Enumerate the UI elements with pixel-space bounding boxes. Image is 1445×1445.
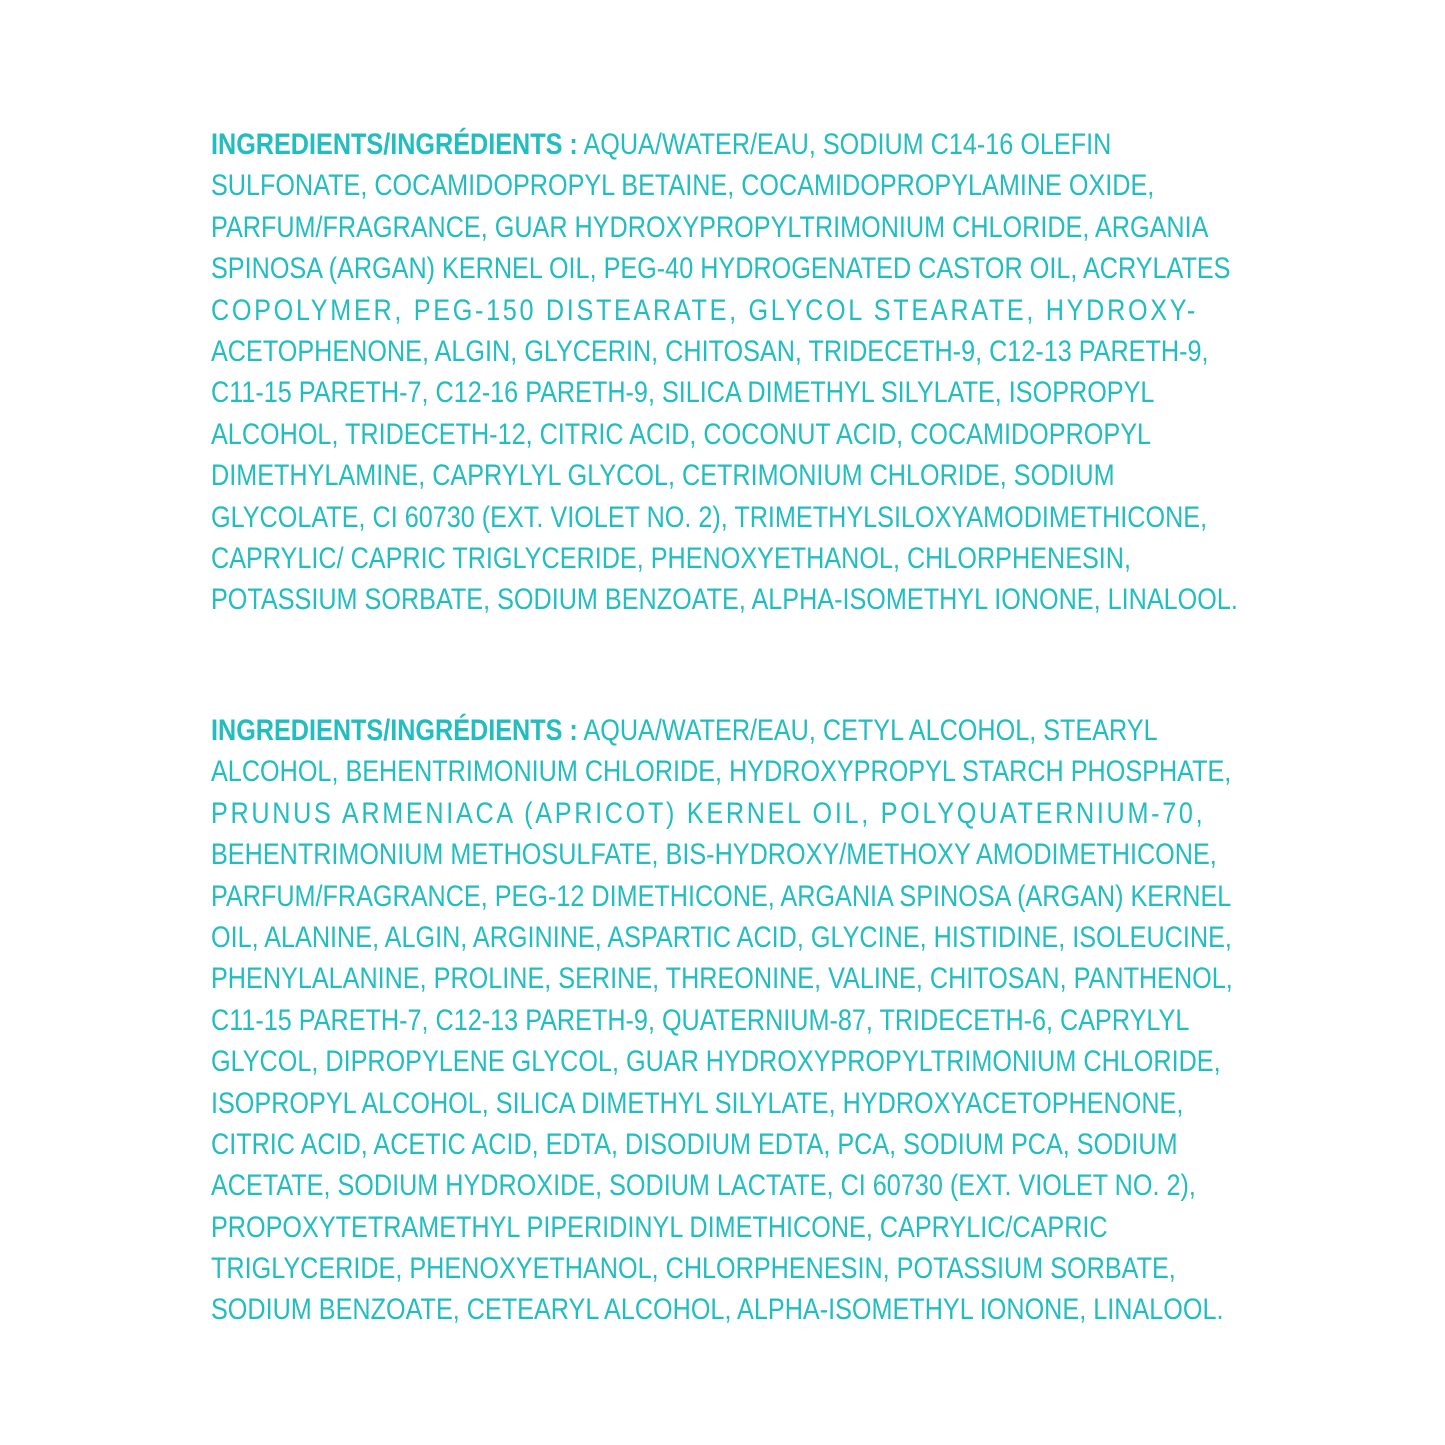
ingredient-line: OIL, ALANINE, ALGIN, ARGININE, ASPARTIC ACID, GLYCINE, HISTIDINE, ISOLEUCINE,: [211, 920, 1232, 954]
ingredient-line: BEHENTRIMONIUM METHOSULFATE, BIS-HYDROXY/METHOXY AMODIMETHICONE,: [211, 838, 1217, 872]
ingredient-line: CAPRYLIC/ CAPRIC TRIGLYCERIDE, PHENOXYETHANOL, CHLORPHENESIN,: [211, 541, 1132, 575]
ingredient-line: TRIGLYCERIDE, PHENOXYETHANOL, CHLORPHENESIN, POTASSIUM SORBATE,: [211, 1252, 1176, 1286]
ingredient-line: SODIUM BENZOATE, CETEARYL ALCOHOL, ALPHA-ISOMETHYL IONONE, LINALOOL.: [211, 1293, 1224, 1327]
ingredient-line: ISOPROPYL ALCOHOL, SILICA DIMETHYL SILYLATE, HYDROXYACETOPHENONE,: [211, 1086, 1184, 1120]
ingredient-line: PARFUM/FRAGRANCE, GUAR HYDROXYPROPYLTRIMONIUM CHLORIDE, ARGANIA: [211, 210, 1209, 244]
ingredient-line: C11-15 PARETH-7, C12-13 PARETH-9, QUATERNIUM-87, TRIDECETH-6, CAPRYLYL: [211, 1003, 1190, 1037]
ingredient-line: CITRIC ACID, ACETIC ACID, EDTA, DISODIUM EDTA, PCA, SODIUM PCA, SODIUM: [211, 1127, 1178, 1161]
ingredient-line: ACETATE, SODIUM HYDROXIDE, SODIUM LACTATE, CI 60730 (EXT. VIOLET NO. 2),: [211, 1169, 1196, 1203]
ingredient-line: ACETOPHENONE, ALGIN, GLYCERIN, CHITOSAN, TRIDECETH-9, C12-13 PARETH-9,: [211, 334, 1209, 368]
ingredient-line: [211, 124, 1112, 165]
ingredient-line: [211, 710, 1158, 751]
ingredient-line: PHENYLALANINE, PROLINE, SERINE, THREONINE, VALINE, CHITOSAN, PANTHENOL,: [211, 962, 1233, 996]
ingredient-line: ALCOHOL, TRIDECETH-12, CITRIC ACID, COCONUT ACID, COCAMIDOPROPYL: [211, 417, 1152, 451]
ingredient-line: GLYCOL, DIPROPYLENE GLYCOL, GUAR HYDROXYPROPYLTRIMONIUM CHLORIDE,: [211, 1045, 1221, 1079]
ingredient-line: PARFUM/FRAGRANCE, PEG-12 DIMETHICONE, ARGANIA SPINOSA (ARGAN) KERNEL: [211, 879, 1232, 913]
ingredient-line: POTASSIUM SORBATE, SODIUM BENZOATE, ALPHA-ISOMETHYL IONONE, LINALOOL.: [211, 583, 1238, 617]
ingredient-line: PROPOXYTETRAMETHYL PIPERIDINYL DIMETHICONE, CAPRYLIC/CAPRIC: [211, 1210, 1108, 1244]
ingredient-line: C11-15 PARETH-7, C12-16 PARETH-9, SILICA DIMETHYL SILYLATE, ISOPROPYL: [211, 376, 1155, 410]
ingredients-block-2: [211, 710, 1271, 1331]
ingredient-line: PRUNUS ARMENIACA (APRICOT) KERNEL OIL, POLYQUATERNIUM-70,: [211, 796, 1206, 830]
ingredient-line: COPOLYMER, PEG-150 DISTEARATE, GLYCOL STEARATE, HYDROXY-: [211, 293, 1199, 327]
ingredient-line: GLYCOLATE, CI 60730 (EXT. VIOLET NO. 2), TRIMETHYLSILOXYAMODIMETHICONE,: [211, 500, 1208, 534]
ingredients-block-1: [211, 124, 1271, 621]
ingredient-line: DIMETHYLAMINE, CAPRYLYL GLYCOL, CETRIMONIUM CHLORIDE, SODIUM: [211, 459, 1115, 493]
ingredient-line: SPINOSA (ARGAN) KERNEL OIL, PEG-40 HYDROGENATED CASTOR OIL, ACRYLATES: [211, 252, 1231, 286]
ingredient-line: SULFONATE, COCAMIDOPROPYL BETAINE, COCAMIDOPROPYLAMINE OXIDE,: [211, 169, 1155, 203]
ingredients-heading: INGREDIENTS/INGRÉDIENTS :: [211, 714, 578, 747]
ingredient-text: AQUA/WATER/EAU, SODIUM C14-16 OLEFIN: [577, 128, 1112, 161]
ingredients-heading: INGREDIENTS/INGRÉDIENTS :: [211, 128, 578, 161]
ingredient-line: ALCOHOL, BEHENTRIMONIUM CHLORIDE, HYDROXYPROPYL STARCH PHOSPHATE,: [211, 755, 1232, 789]
ingredient-text: AQUA/WATER/EAU, CETYL ALCOHOL, STEARYL: [577, 714, 1158, 747]
